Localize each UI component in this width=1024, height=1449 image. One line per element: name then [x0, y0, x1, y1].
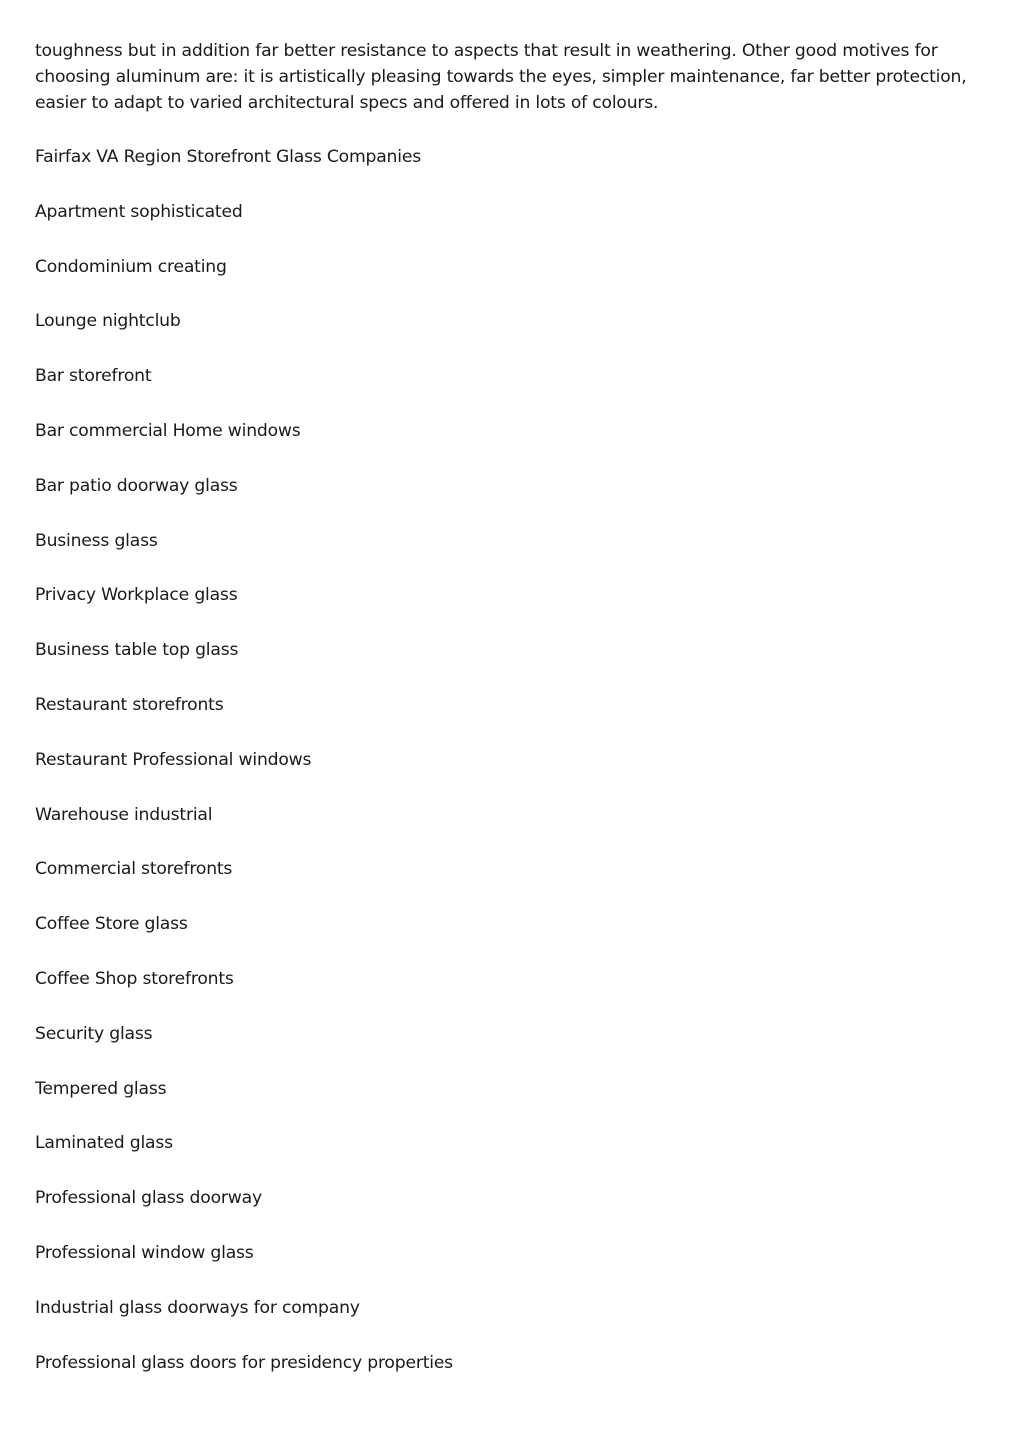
intro-paragraph: toughness but in addition far better resistance to aspects that result in weathering. Other good motives for choosing aluminum are: it is artistically pleasing towards the eyes, simpler maintenance, far better protection, easier to adapt to varied architectural specs and offered in lots of colours.	[35, 41, 967, 113]
list-item: Fairfax VA Region Storefront Glass Companies	[35, 147, 421, 167]
list-item: Professional glass doors for presidency properties	[35, 1352, 453, 1373]
list-item: Restaurant storefronts	[35, 694, 224, 715]
list-item: Restaurant Professional windows	[35, 749, 312, 770]
list-item: Bar storefront	[35, 366, 152, 387]
list-item: Tempered glass	[35, 1078, 167, 1099]
service-list	[35, 144, 453, 1404]
list-item: Industrial glass doorways for company	[35, 1297, 360, 1318]
list-item: Business glass	[35, 530, 158, 551]
list-item: Coffee Store glass	[35, 914, 188, 935]
list-item: Laminated glass	[35, 1133, 173, 1154]
list-item: Condominium creating	[35, 256, 227, 277]
list-item: Professional window glass	[35, 1242, 254, 1263]
list-item: Bar patio doorway glass	[35, 475, 238, 496]
list-item: Coffee Shop storefronts	[35, 968, 234, 989]
list-item: Bar commercial Home windows	[35, 420, 301, 441]
list-item: Apartment sophisticated	[35, 201, 243, 222]
document-page	[35, 38, 985, 1373]
list-item: Privacy Workplace glass	[35, 585, 238, 606]
list-item: Professional glass doorway	[35, 1188, 262, 1209]
list-item: Warehouse industrial	[35, 804, 213, 825]
list-item: Business table top glass	[35, 640, 239, 661]
list-item: Lounge nightclub	[35, 311, 181, 332]
list-item: Security glass	[35, 1023, 153, 1044]
list-item: Commercial storefronts	[35, 859, 233, 880]
